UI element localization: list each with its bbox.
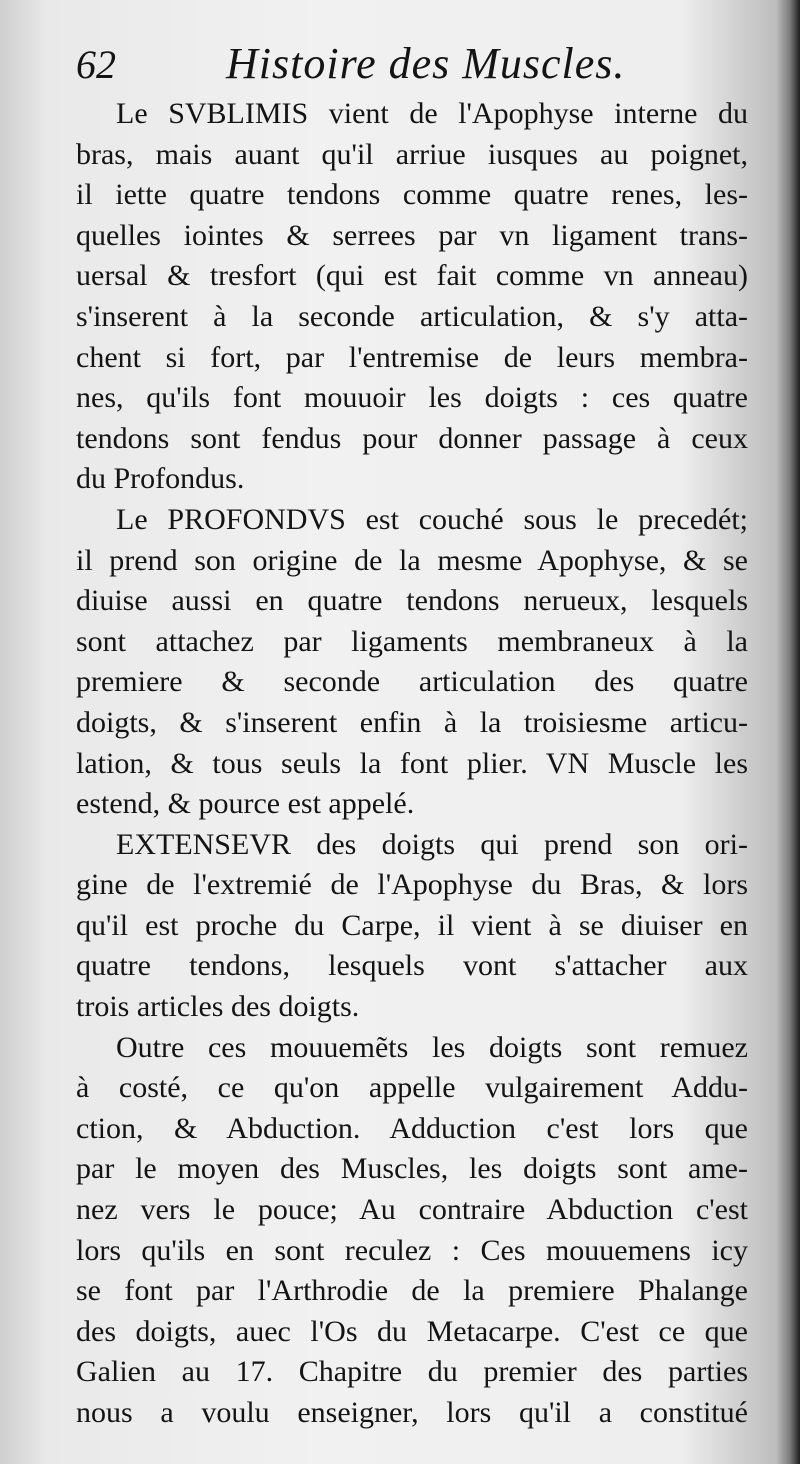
text-line: Galien au 17. Chapitre du premier des parties (76, 1355, 748, 1389)
text-line: EXTENSEVR des doigts qui prend son ori- (116, 827, 748, 861)
text-line: nous a voulu enseigner, lors qu'il a constitué (76, 1396, 748, 1429)
text-line: premiere & seconde articulation des quatre (76, 665, 748, 699)
text-line: Le PROFONDVS est couché sous le precedét; (116, 502, 748, 536)
text-line: se font par l'Arthrodie de la premiere Phalange (76, 1274, 748, 1308)
text-line: Outre ces mouuemẽts les doigts sont remuez (116, 1030, 748, 1064)
text-line: quelles iointes & serrees par vn ligament trans- (76, 218, 748, 252)
text-line: s'inserent à la seconde articulation, & s'y atta- (76, 299, 748, 333)
text-line: nez vers le pouce; Au contraire Abduction c'est (76, 1193, 748, 1227)
text-line: lation, & tous seuls la font plier. VN Muscle les (76, 746, 748, 780)
text-line: tendons sont fendus pour donner passage à ceux (76, 421, 748, 455)
text-line: par le moyen des Muscles, les doigts sont ame- (76, 1152, 748, 1186)
text-line: chent si fort, par l'entremise de leurs membra- (76, 340, 748, 374)
body-text (76, 94, 748, 1434)
text-line: sont attachez par ligaments membraneux à la (76, 624, 748, 658)
text-line: il prend son origine de la mesme Apophyse, & se (76, 543, 748, 577)
text-line: il iette quatre tendons comme quatre renes, les- (76, 178, 748, 212)
text-line: nes, qu'ils font mouuoir les doigts : ces quatre (76, 381, 748, 415)
text-line: uersal & tresfort (qui est fait comme vn anneau) (76, 259, 748, 293)
text-line: trois articles des doigts. (76, 990, 360, 1024)
page-header (76, 38, 736, 94)
page-number: 62 (76, 42, 116, 87)
text-line: bras, mais auant qu'il arriue iusques au poignet, (76, 137, 748, 171)
text-line: ction, & Abduction. Adduction c'est lors que (76, 1111, 748, 1145)
text-line: doigts, & s'inserent enfin à la troisiesme articu- (76, 705, 748, 739)
text-line: des doigts, auec l'Os du Metacarpe. C'est ce que (76, 1314, 748, 1348)
text-line: du Profondus. (76, 462, 245, 496)
page-gutter-shadow (790, 0, 800, 1464)
running-title: Histoire des Muscles. (226, 39, 626, 88)
text-line: Le SVBLIMIS vient de l'Apophyse interne du (116, 97, 748, 130)
text-line: diuise aussi en quatre tendons nerueux, lesquels (76, 584, 748, 618)
text-line: gine de l'extremié de l'Apophyse du Bras, & lors (76, 868, 748, 902)
text-line: lors qu'ils en sont reculez : Ces mouuemens icy (76, 1233, 748, 1267)
text-line: à costé, ce qu'on appelle vulgairement Addu- (76, 1071, 748, 1105)
text-line: quatre tendons, lesquels vont s'attacher aux (76, 949, 748, 983)
text-line: qu'il est proche du Carpe, il vient à se diuiser en (76, 908, 748, 942)
text-line: estend, & pource est appelé. (76, 787, 415, 821)
